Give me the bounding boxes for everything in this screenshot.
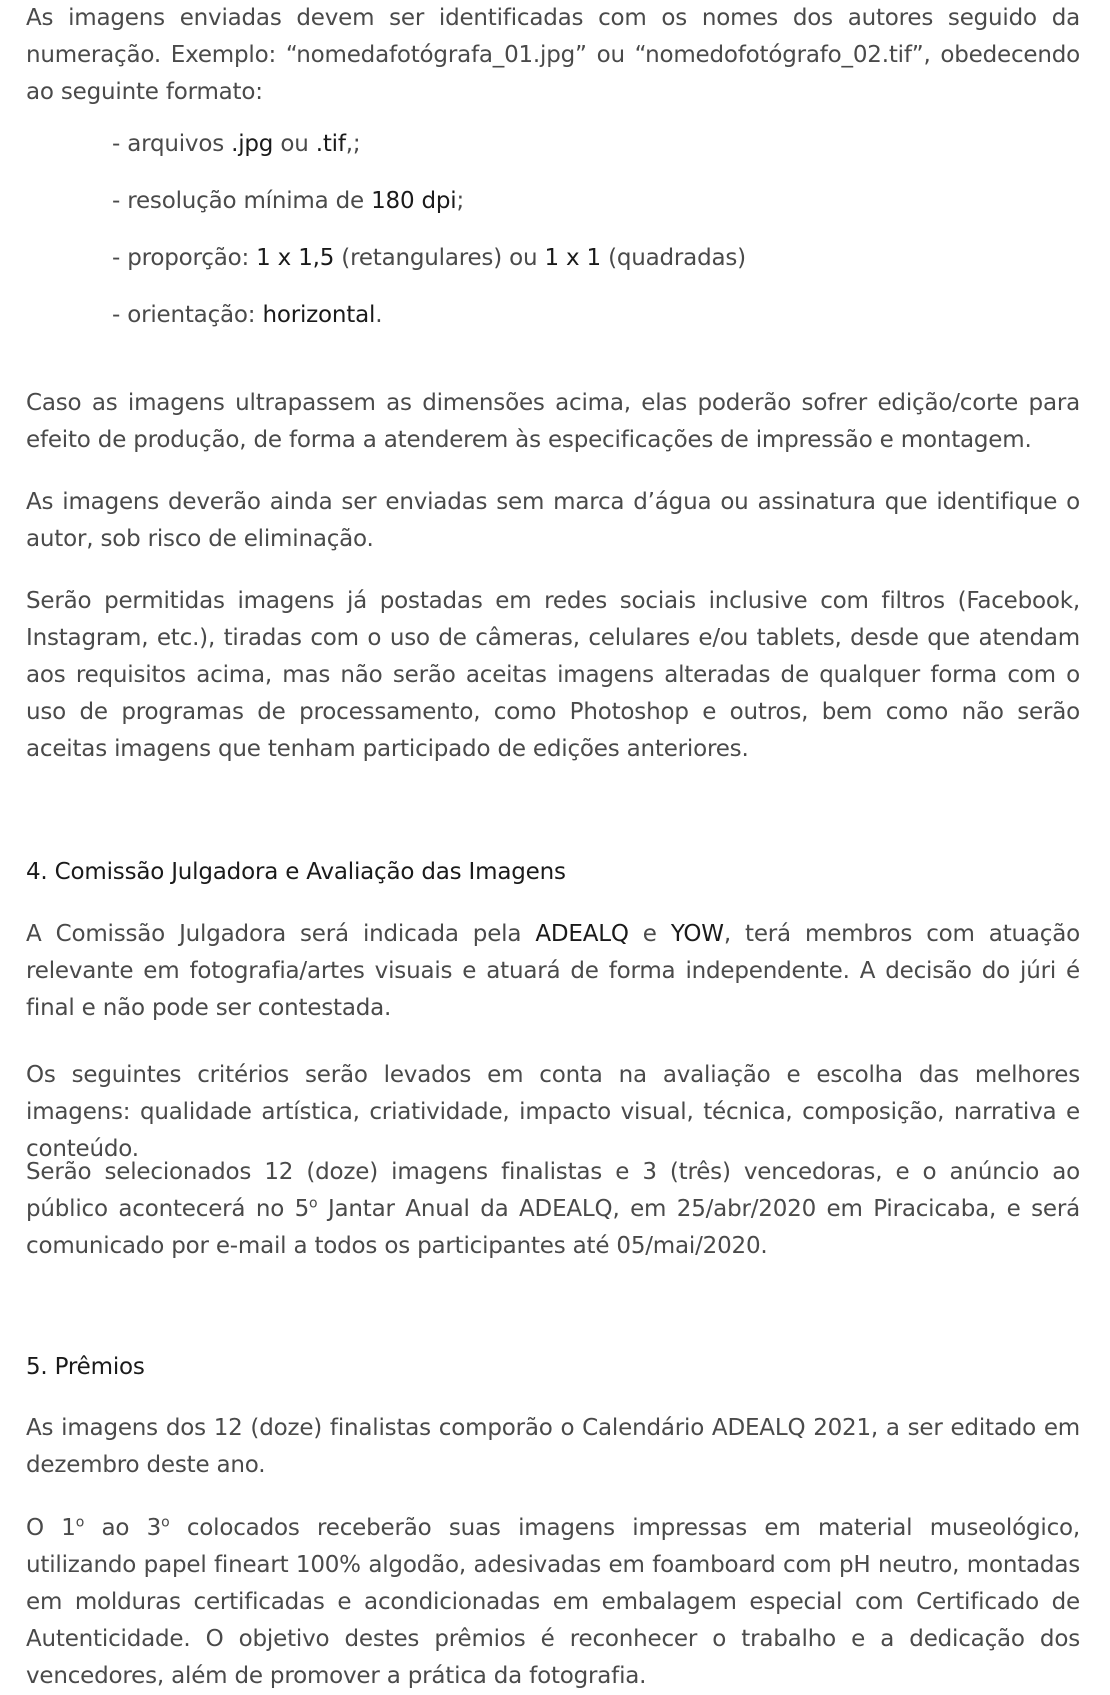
criteria-paragraph: Os seguintes critérios serão levados em conta na avaliação e escolha das melhores imagens: qualidade artística, criatividade, impacto visual, técnica, composição, narrativa e conteúdo. <box>26 1062 1080 1162</box>
format-item-files: - arquivos .jpg ou .tif,; <box>112 131 361 157</box>
dimensions-paragraph: Caso as imagens ultrapassem as dimensões acima, elas poderão sofrer edição/corte para efeito de produção, de forma a atenderem às especificações de impressão e montagem. <box>26 390 1080 453</box>
format-item-orientation: - orientação: horizontal. <box>112 302 383 328</box>
prizes-paragraph: O 1$^o$ ao 3$^o$ colocados receberão suas imagens impressas em material museológico, utilizando papel fineart 100% algodão, adesivadas em foamboard com pH neutro, montadas em molduras certificadas e acondicionadas em embalagem especial com Certificado de Autenticidade. O objetivo destes prêmios é reconhecer o trabalho e a dedicação dos vencedores, além de promover a prática da fotografia. <box>26 1514 1081 1689</box>
format-item-proportion: - proporção: 1 x 1,5 (retangulares) ou 1 x 1 (quadradas) <box>112 245 746 271</box>
intro-paragraph: As imagens enviadas devem ser identificadas com os nomes dos autores seguido da numeração. Exemplo: “nomedafotógrafa_01.jpg” ou “nomedofotógrafo_02.tif”, obedecendo ao seguinte formato: <box>26 5 1080 105</box>
announcement-paragraph: Serão selecionados 12 (doze) imagens finalistas e 3 (três) vencedoras, e o anúncio ao público acontecerá no 5$^o$ Jantar Anual da ADEALQ, em 25/abr/2020 em Piracicaba, e será comunicado por e-mail a todos os participantes até 05/mai/2020. <box>26 1159 1080 1259</box>
watermark-paragraph: As imagens deverão ainda ser enviadas sem marca d’água ou assinatura que identifique o autor, sob risco de eliminação. <box>26 489 1080 552</box>
section-4-heading: 4. Comissão Julgadora e Avaliação das Imagens <box>26 859 566 885</box>
format-item-resolution: - resolução mínima de 180 dpi; <box>112 188 465 214</box>
format-list <box>112 126 746 334</box>
calendar-paragraph: As imagens dos 12 (doze) finalistas comporão o Calendário ADEALQ 2021, a ser editado em dezembro deste ano. <box>26 1415 1080 1478</box>
jury-paragraph: A Comissão Julgadora será indicada pela ADEALQ e YOW, terá membros com atuação relevante em fotografia/artes visuais e atuará de forma independente. A decisão do júri é final e não pode ser contestada. <box>26 921 1080 1021</box>
section-5-heading: 5. Prêmios <box>26 1354 145 1380</box>
social-media-paragraph: Serão permitidas imagens já postadas em redes sociais inclusive com filtros (Facebook, Instagram, etc.), tiradas com o uso de câmeras, celulares e/ou tablets, desde que atendam aos requisitos acima, mas não serão aceitas imagens alteradas de qualquer forma com o uso de programas de processamento, como Photoshop e outros, bem como não serão aceitas imagens que tenham participado de edições anteriores. <box>26 588 1080 762</box>
